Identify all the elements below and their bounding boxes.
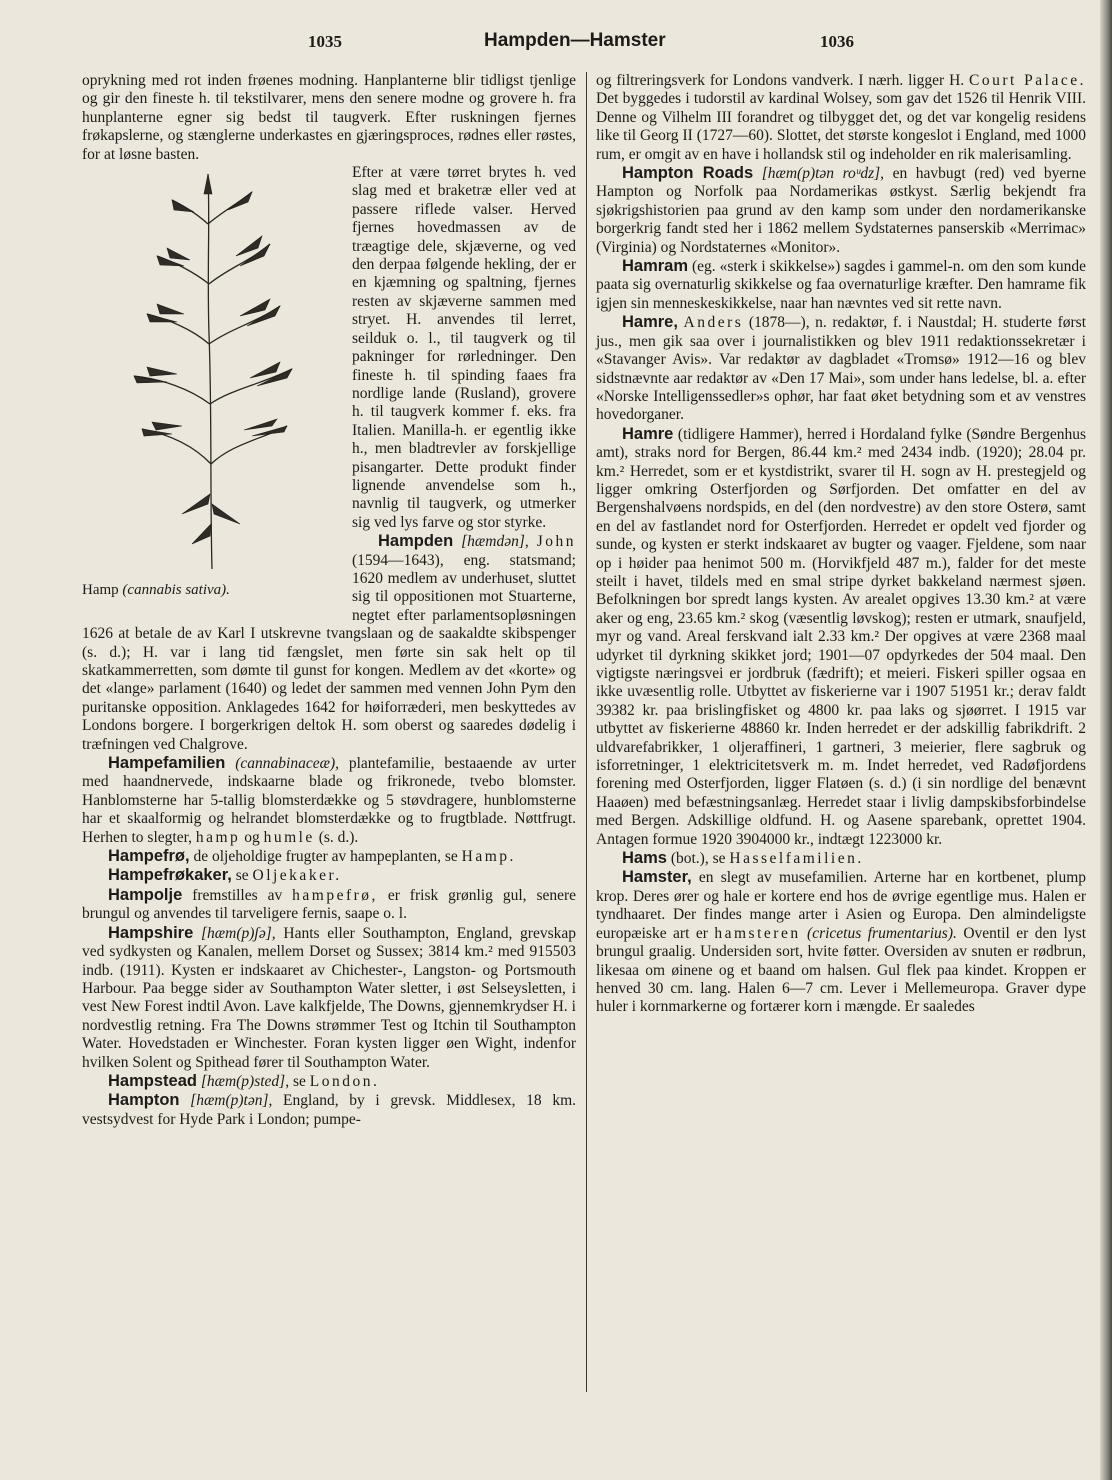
headword-hampstead: Hampstead xyxy=(108,1071,197,1090)
entry-hampefamilien xyxy=(82,754,576,847)
text-hampton-cont-b: Det byggedes i tudorstil av kardinal Wolsey, som gav det 1526 til Henrik VIII. Denne og Vilhelm III forandret og tilbygget det, og det var kongelig residens like til Georg II (1727—60). Slottet, det største kongeslot i England, med 1000 rum, er omgit av en have i hollandsk stil og indeholder en rik malerisamling. xyxy=(596,90,1086,163)
entry-hams xyxy=(596,849,1086,868)
pronunciation-hampstead: [hæm(p)sted], xyxy=(200,1072,290,1090)
name-john: John xyxy=(536,533,576,551)
headword-hampshire: Hampshire xyxy=(108,923,194,942)
page-number-left: 1035 xyxy=(308,32,342,51)
entry-hampefro xyxy=(82,847,576,866)
latin-hamster: (cricetus frumentarius). xyxy=(807,924,957,942)
headword-hams: Hams xyxy=(622,849,667,868)
page-header xyxy=(0,30,1100,56)
entry-hampshire xyxy=(82,924,576,1072)
entry-hampstead xyxy=(82,1072,576,1091)
text-hamster-a: en slegt av musefamilien. Arterne har en kortbenet, plump krop. Deres ører og hale er kortere end hos de øvrige egentlige mus. Halen er tyndhaaret. Der findes mange arter i Asien og Europa. Den almindeligste europæiske art er xyxy=(596,869,1087,942)
headword-hampolje: Hampolje xyxy=(108,885,183,904)
page-number-right: 1036 xyxy=(820,32,854,51)
headword-hamram: Hamram xyxy=(622,257,689,276)
pronunciation-hampton: [hæm(p)tən], xyxy=(190,1092,273,1110)
entry-hampton xyxy=(82,1091,576,1129)
ref-london: London. xyxy=(309,1072,380,1090)
text-hampefamilien: plantefamilie, bestaaende av urter med haandnervede, indskaarne blade og frikronede, tvebo blomster. Hanblomsterne har 5-tallig blomsterdække og 5 støvdragere, hunblomsterne har et skaalformig og helrandet blomsterdække og to frugtblade. Nøttfrugt. Herhen to slegter, xyxy=(82,755,576,846)
hampton-continuation xyxy=(596,72,1086,164)
caption-latin: (cannabis sativa). xyxy=(122,582,230,599)
headword-hamster: Hamster, xyxy=(622,868,692,887)
text-hampefamilien-end: (s. d.). xyxy=(318,828,359,846)
ref-hamp: hamp xyxy=(195,828,241,846)
text-hampolje-a: fremstilles av xyxy=(192,886,283,904)
text-hampolje-b: er frisk grønlig gul, senere brungul og anvendes til tarveligere fernis, saape o. l. xyxy=(82,886,577,923)
hemp-figure xyxy=(82,164,344,614)
caption-prefix: Hamp xyxy=(82,582,119,599)
ref-hasselfamilien: Hasselfamilien. xyxy=(729,850,864,868)
running-title: Hampden—Hamster xyxy=(484,30,666,51)
right-column xyxy=(596,72,1086,1017)
text-hampton-cont-a: og filtreringsverk for Londons vandverk. I nærh. ligger H. xyxy=(596,72,965,89)
figure-caption xyxy=(82,581,344,599)
word-se: se xyxy=(235,867,249,885)
entry-hamram xyxy=(596,257,1086,313)
headword-hampton: Hampton xyxy=(108,1091,180,1110)
left-column xyxy=(82,72,576,1129)
text-hampden: (1594—1643), eng. statsmand; 1620 medlem av underhuset, sluttet sig til oppositionen mot Stuarterne, negtet efter parlamentsopløsningen 1626 at betale de av Karl I utskrevne tvangslaan og de saakaldte skibspenger (s. d.); H. var i lang tid fængslet, men førte sin sak helt op til skatkammerretten, som dømte til gunst for kongen. Medlem av det «korte» og det «lange» parlament (1640) og ledet der sammen med vennen John Pym den puritanske opposition. Anklagedes 1642 for høiforræderi, men beskyttedes av Londons borgere. I borgerkrigen deltok H. som oberst og saaredes dødelig i træfningen ved Chalgrove. xyxy=(82,551,576,753)
headword-hampefamilien: Hampefamilien xyxy=(108,754,226,773)
text-hampshire: Hants eller Southampton, England, grevskap ved sydkysten og Kanalen, mellem Dorset og Sussex; 3814 km.² med 915503 indb. (1911). Kysten er indskaaret av Chichester-, Langston- og Portsmouth Harbour. Paa begge sider av Southampton Water sletter, i øst Selseysletten, i vest New Forest indtil Avon. Lave kalkfjelde, The Downs, gjennemkrydser H. i nordvestlig retning. Fra The Downs strømmer Test og Itchin til Southampton Water. Hovedstaden er Winchester. Foran kysten ligger øen Wight, indenfor hvilken Solent og Spithead fører til Southampton Water. xyxy=(82,924,577,1071)
text-hampefro: de oljeholdige frugter av hampeplanten, se xyxy=(193,848,458,866)
text-hamster-b: Oventil er den lyst brungul graalig. Undersiden sort, hvite føtter. Oversiden av snuten er rødbrun, likesaa om øinene og et baand om halsen. Gul flek paa kindet. Kroppen er henved 30 cm. lang. Halen 6—7 cm. Lever i Mellemeuropa. Graver dype huler i kornmarkerne og fortærer korn i mængde. Er saaledes xyxy=(596,924,1087,1016)
text-hamre-2: (tidligere Hammer), herred i Hordaland fylke (Søndre Bergenhus amt), straks nord for Bergen, 86.44 km.² med 2434 indb. (1920); 28.04 pr. km.² Herredet, som er et kystdistrikt, svarer til H. sogn av H. prestegjeld og ligger omkring Osterfjorden og Sørfjorden. Det omfatter en del av Bergenshalvøens nordspids, en del (den nordvestre) av den store Osterø, samt en del av fastlandet nord for Osterfjorden. Herredet er opdelt ved fjorder og sunde, og kysten er sterkt indskaaret av bugter og vaager. Fjeldene, som naar op i høider paa henimot 500 m. (Horvikfjeld 487 m.), falder for det meste steilt i havet, tildels med en smal stripe dyrket bakkeland nærmest sjøen. Befolkningen bor spredt langs kysten. Av arealet opgives 13.30 km.² at være aker og eng, 23.65 km.² skog (væsentlig løvskog); resten er utmark, snaufjeld, myr og vand. Areal ferskvand ialt 2.33 km.² Der opgives at være 2368 maal udyrket til dyrkning skikket jord; 1901—07 opdyrkedes der 504 maal. Den vigtigste næringsvei er jordbruk (fædrift); et meieri. Fiskeri spiller ogsaa en ikke uvæsentlig rolle. Utbyttet av fiskerierne var i 1907 51951 kr.; derav faldt 39382 kr. paa brislingfisket og 4800 kr. paa laks og sjøørret. I 1915 var utbyttet av fiskerierne 48860 kr. Inden herredet er der adskillig fabrikdrift. 2 uldvarefabrikker, 1 oljeraffineri, 1 gartneri, 3 meierier, flere sagbruk og isforretninger, 1 elektricitetsverk m. m. Indet herredet, ved Radøfjordens forening med Osterfjorden, ligger Flatøen (s. d.) (i sin nordlige del benævnt Haaøen) med befæstningsanlæg. Herredet staar i livlig dampskibsforbindelse med Bergen. Adskillige oldfund. H. og Aasene sparebank, oprettet 1904. Antagen formue 1920 3904000 kr., indtægt 1223000 kr. xyxy=(596,425,1086,848)
ref-hamp-2: Hamp. xyxy=(461,848,516,866)
hamp-continuation: oprykning med rot inden frøenes modning. Hanplanterne blir tidligst tjenlige og gir den fineste h. til tekstilvarer, mens den senere modne og grovere h. fra hunplanterne egner sig bedst til taugverk. Efter ruskningen fjernes frøkapslerne, og stænglerne underkastes en gjæringsproces, rødnes eller røstes, for at løsne basten. xyxy=(82,72,576,163)
ref-hamsteren: hamsteren xyxy=(714,924,801,942)
ref-hampefro: hampefrø, xyxy=(292,886,378,904)
entry-hamre-anders xyxy=(596,313,1086,424)
column-divider xyxy=(586,72,587,1392)
headword-hampton-roads: Hampton Roads xyxy=(622,164,754,183)
text-hampton: England, by i grevsk. Middlesex, 18 km. vestsydvest for Hyde Park i London; pumpe- xyxy=(82,1092,576,1128)
hamp-text-beside-figure: Efter at være tørret brytes h. ved slag med et braketræ eller ved at passere riflede valser. Herved fjernes hovedmassen av de træagtige dele, skjæverne, og ved den derpaa følgende hekling, der er en kjæmning og spaltning, fjernes resten av skjæverne sammen med stryet. H. anvendes til lerret, seilduk o. l., til taugverk og til pakninger for rørledninger. Den fineste h. til spinding faaes fra nordlige lande (Rusland), grovere h. til taugverk kommer f. eks. fra Italien. Manilla-h. er egentlig ikke h., men bladtrevler av forskjellige pisangarter. Dette produkt finder lignende anvendelse som h., navnlig til taugverk, og utmerker sig ved lys farve og stor styrke. xyxy=(352,164,576,531)
text-hams: (bot.), se xyxy=(670,850,726,868)
text-hamre-1: (1878—), n. redaktør, f. i Naustdal; H. studerte først jus., men gik saa over i journalistikken og blev 1911 redaktionssekretær i «Stavanger Avis». Var redaktør av dagbladet «Tromsø» 1912—16 og blev sidstnævnte aar redaktør av «Den 17 Mai», som under hans ledelse, bl. a. efter «Norske Intelligenssedler»s ophør, har faat øket betydning som et av venstres hovedorganer. xyxy=(596,314,1087,424)
headword-hampefro: Hampefrø, xyxy=(108,847,190,866)
headword-hampefrokaker: Hampefrøkaker, xyxy=(108,866,232,885)
entry-hampolje xyxy=(82,886,576,924)
headword-hampden: Hampden xyxy=(378,532,454,551)
text-hamram: (eg. «sterk i skikkelse») sagdes i gammel-n. om den som kunde paata sig overnaturlig skikkelse og faa overnaturlige kræfter. Den hamrame fik igjen sin menneskeskikkelse, naar han nævntes ved sit rette navn. xyxy=(596,258,1087,312)
headword-hamre-2: Hamre xyxy=(622,424,674,443)
ref-oljekaker: Oljekaker. xyxy=(252,867,342,885)
word-og: og xyxy=(244,828,260,846)
hemp-plant-illustration xyxy=(112,164,312,574)
latin-hampefamilien: (cannabinaceæ), xyxy=(235,755,339,773)
ref-humle: humle xyxy=(263,828,315,846)
headword-hamre-1: Hamre, xyxy=(622,313,678,332)
ref-court-palace: Court Palace. xyxy=(969,72,1086,89)
word-se-2: se xyxy=(292,1072,306,1090)
entry-hamster xyxy=(596,868,1086,1016)
pronunciation-hampshire: [hæm(p)ʃə], xyxy=(201,924,276,942)
text-hampton-roads: en havbugt (red) ved byerne Hampton og Norfolk paa Nordamerikas østkyst. Særlig bekjendt fra sjøkrigshistorien paa grund av den kamp som under den nordamerikanske borgerkrig fandt sted her i 1862 mellem Sydstaternes panserskib «Merrimac» (Virginia) og Nordstaternes «Monitor». xyxy=(596,165,1087,256)
entry-hamre-herred xyxy=(596,425,1086,849)
pronunciation-hampton-roads: [hæm(p)tən roᵘdz], xyxy=(761,165,885,183)
book-edge xyxy=(1100,0,1112,1480)
name-anders: Anders xyxy=(683,314,744,332)
entry-hampefrokaker xyxy=(82,866,576,885)
entry-hampton-roads xyxy=(596,164,1086,257)
pronunciation-hampden: [hæmdən], xyxy=(461,533,529,551)
